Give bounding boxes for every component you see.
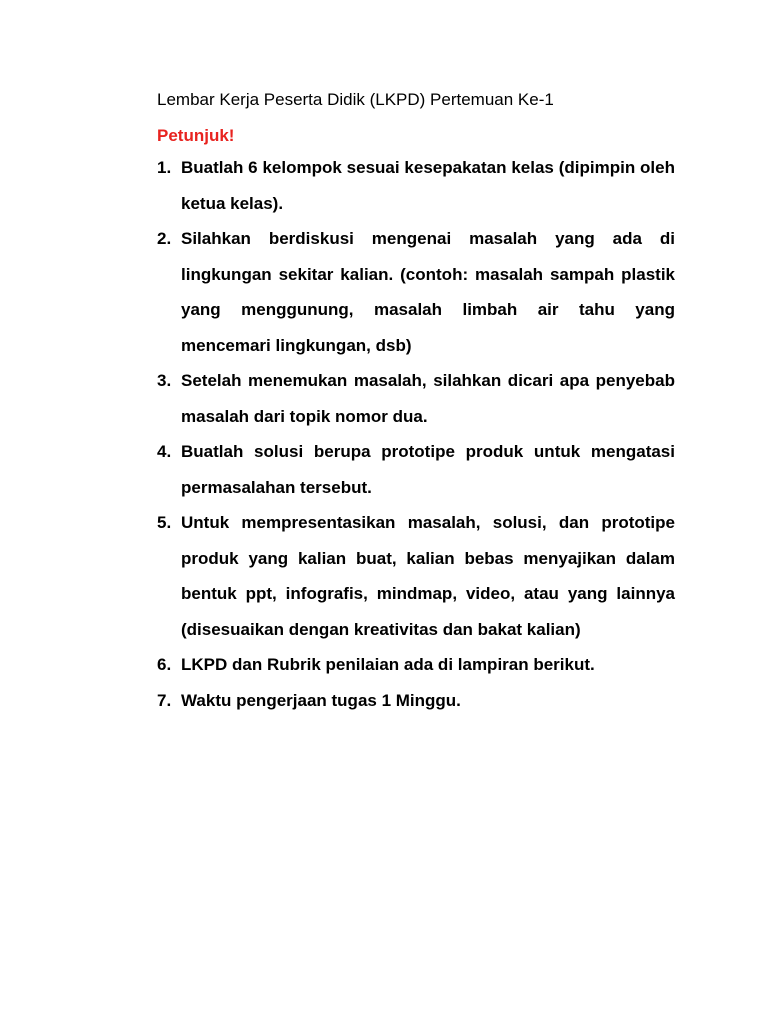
- step-number: 4.: [157, 442, 172, 461]
- step-item-2: [157, 221, 675, 363]
- step-text: Setelah menemukan masalah, silahkan dicari apa penyebab masalah dari topik nomor dua.: [181, 371, 675, 426]
- step-text: Silahkan berdiskusi mengenai masalah yang ada di lingkungan sekitar kalian. (contoh: masalah sampah plastik yang menggunung, masalah limbah air tahu yang mencemari lingkungan, dsb): [181, 229, 675, 355]
- step-item-3: [157, 363, 675, 434]
- instruction-steps-list: [157, 150, 675, 718]
- step-item-1: [157, 150, 675, 221]
- step-number: 7.: [157, 690, 172, 710]
- step-item-4: [157, 434, 675, 505]
- instructions-label: Petunjuk!: [157, 126, 235, 145]
- step-text: LKPD dan Rubrik penilaian ada di lampiran berikut.: [181, 655, 595, 674]
- document-title: Lembar Kerja Peserta Didik (LKPD) Pertemuan Ke-1: [157, 90, 554, 109]
- step-number: 2.: [157, 229, 172, 248]
- step-item-6: [157, 647, 675, 683]
- step-text: Waktu pengerjaan tugas 1 Minggu.: [181, 690, 461, 710]
- step-text: Buatlah solusi berupa prototipe produk untuk mengatasi permasalahan tersebut.: [181, 442, 675, 497]
- step-item-7: [157, 683, 675, 719]
- step-number: 1.: [157, 158, 172, 177]
- step-number: 6.: [157, 655, 172, 674]
- step-text: Buatlah 6 kelompok sesuai kesepakatan kelas (dipimpin oleh ketua kelas).: [181, 158, 675, 213]
- document-content: [157, 86, 675, 718]
- step-item-5: [157, 505, 675, 647]
- step-text: Untuk mempresentasikan masalah, solusi, dan prototipe produk yang kalian buat, kalian bebas menyajikan dalam bentuk ppt, infografis, mindmap, video, atau yang lainnya (disesuaikan dengan kreativitas dan bakat kalian): [181, 513, 675, 639]
- step-number: 5.: [157, 513, 172, 532]
- step-number: 3.: [157, 371, 172, 390]
